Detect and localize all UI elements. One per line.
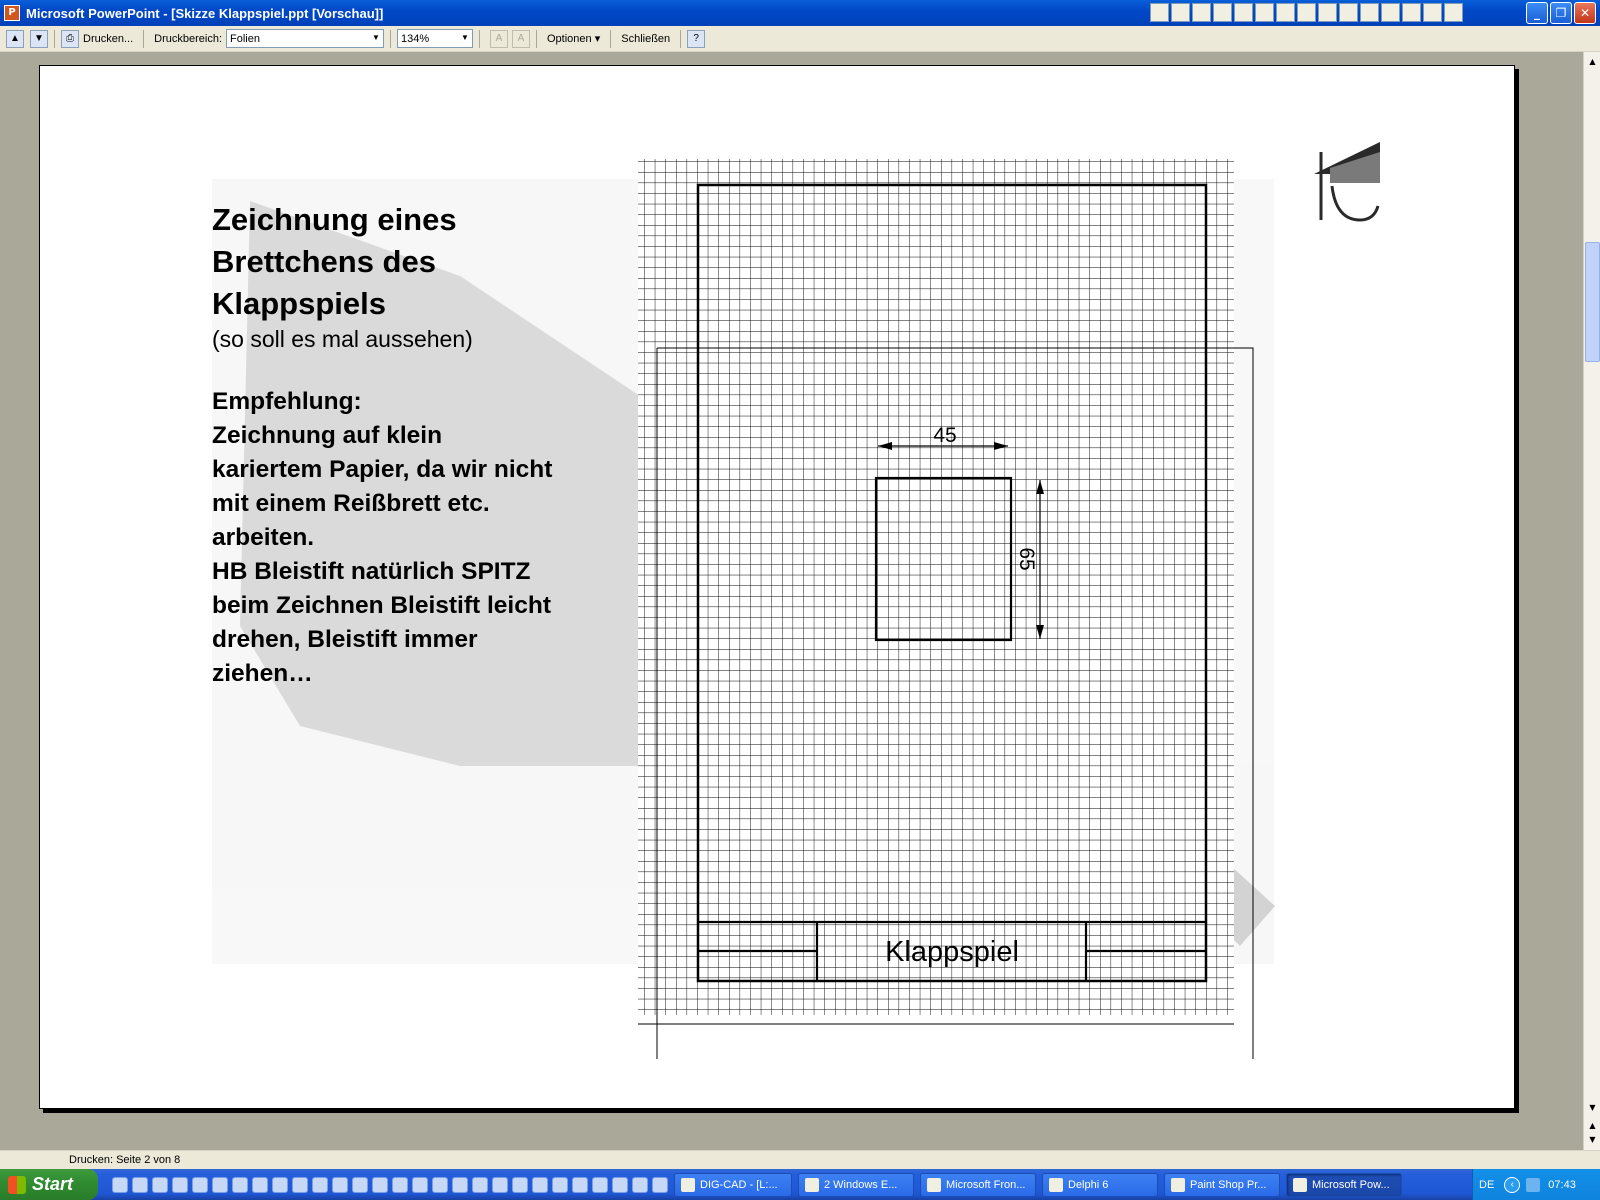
shortcut-icon[interactable] <box>1192 3 1211 22</box>
quick-launch-icon[interactable] <box>372 1177 388 1193</box>
landscape-icon[interactable]: A <box>490 30 508 48</box>
quick-launch-icon[interactable] <box>212 1177 228 1193</box>
shortcut-icon[interactable] <box>1150 3 1169 22</box>
chevron-left-icon[interactable]: ‹ <box>1504 1177 1520 1193</box>
status-text: Drucken: Seite 2 von 8 <box>69 1154 181 1166</box>
quick-launch-icon[interactable] <box>512 1177 528 1193</box>
print-area-label: Druckbereich: <box>154 32 222 45</box>
school-logo <box>1314 142 1380 220</box>
quick-launch-icon[interactable] <box>232 1177 248 1193</box>
quick-launch-icon[interactable] <box>152 1177 168 1193</box>
scroll-thumb[interactable] <box>1585 242 1600 362</box>
tray-icon[interactable] <box>1526 1178 1540 1192</box>
zoom-value: 134% <box>401 32 430 45</box>
quick-launch-icon[interactable] <box>192 1177 208 1193</box>
start-button[interactable]: Start <box>0 1169 98 1200</box>
quick-launch-icon[interactable] <box>592 1177 608 1193</box>
quick-launch-icon[interactable] <box>652 1177 668 1193</box>
quick-launch-icon[interactable] <box>632 1177 648 1193</box>
chevron-down-icon[interactable]: ▼ <box>372 33 380 42</box>
next-slide-icon[interactable]: ▼ <box>1589 1135 1596 1144</box>
powerpoint-icon <box>1293 1178 1307 1192</box>
shortcut-icon[interactable] <box>1234 3 1253 22</box>
printer-icon[interactable]: ⎙ <box>61 30 79 48</box>
app-icon <box>1171 1178 1185 1192</box>
preview-toolbar <box>0 26 1600 52</box>
taskbar-item-powerpoint[interactable]: Microsoft Pow... <box>1286 1173 1402 1197</box>
slide-text-box <box>212 199 632 691</box>
restore-button[interactable]: ❐ <box>1550 2 1572 24</box>
quick-launch-icon[interactable] <box>352 1177 368 1193</box>
portrait-icon[interactable]: A <box>512 30 530 48</box>
shortcut-icon[interactable] <box>1402 3 1421 22</box>
slide-subtitle: (so soll es mal aussehen) <box>212 326 473 352</box>
windows-logo-icon <box>8 1176 26 1194</box>
close-button[interactable]: ✕ <box>1574 2 1596 24</box>
internet-explorer-icon[interactable] <box>112 1177 128 1193</box>
folder-icon <box>805 1178 819 1192</box>
shortcut-icon[interactable] <box>1423 3 1442 22</box>
title-block-text: Klappspiel <box>885 936 1019 968</box>
quick-launch-icon[interactable] <box>132 1177 148 1193</box>
shortcut-icon[interactable] <box>1339 3 1358 22</box>
minimize-button[interactable]: _ <box>1526 2 1548 24</box>
quick-launch-icon[interactable] <box>172 1177 188 1193</box>
scroll-up-icon[interactable]: ▲ <box>1589 57 1596 66</box>
quick-launch-icon[interactable] <box>392 1177 408 1193</box>
quick-launch-icon[interactable] <box>312 1177 328 1193</box>
previous-slide-icon[interactable]: ▲ <box>1589 1121 1596 1130</box>
shortcut-icon[interactable] <box>1171 3 1190 22</box>
quick-launch-icon[interactable] <box>492 1177 508 1193</box>
title-bar <box>0 0 1600 26</box>
system-tray <box>1472 1169 1600 1200</box>
taskbar-item-windows-explorer[interactable]: 2 Windows E... <box>798 1173 914 1197</box>
taskbar-item-paint-shop[interactable]: Paint Shop Pr... <box>1164 1173 1280 1197</box>
print-area-select[interactable] <box>226 29 384 48</box>
width-dimension-label: 45 <box>933 424 957 447</box>
slide-page <box>39 65 1515 1109</box>
zoom-select[interactable] <box>397 29 473 48</box>
quick-launch-icon[interactable] <box>612 1177 628 1193</box>
quick-launch-icon[interactable] <box>252 1177 268 1193</box>
next-page-icon[interactable]: ▼ <box>30 30 48 48</box>
window-title: Microsoft PowerPoint - [Skizze Klappspiel.ppt [Vorschau]] <box>26 5 384 21</box>
shortcut-icon[interactable] <box>1444 3 1463 22</box>
shortcut-icon[interactable] <box>1255 3 1274 22</box>
shortcut-icon[interactable] <box>1360 3 1379 22</box>
quick-launch-icon[interactable] <box>472 1177 488 1193</box>
shortcut-icon[interactable] <box>1276 3 1295 22</box>
taskbar <box>0 1169 1600 1200</box>
print-button[interactable]: Drucken... <box>83 32 134 45</box>
shortcut-icon[interactable] <box>1297 3 1316 22</box>
quick-launch-icon[interactable] <box>292 1177 308 1193</box>
scroll-down-icon[interactable]: ▼ <box>1589 1103 1596 1112</box>
taskbar-item-delphi[interactable]: Delphi 6 <box>1042 1173 1158 1197</box>
app-icon <box>927 1178 941 1192</box>
quick-launch-icon[interactable] <box>532 1177 548 1193</box>
options-menu[interactable]: Optionen ▾ <box>547 33 601 45</box>
app-icon <box>681 1178 695 1192</box>
office-shortcut-bar <box>1150 3 1463 22</box>
quick-launch-icon[interactable] <box>552 1177 568 1193</box>
language-indicator[interactable]: DE <box>1479 1178 1495 1191</box>
quick-launch-icon[interactable] <box>272 1177 288 1193</box>
quick-launch-icon[interactable] <box>452 1177 468 1193</box>
quick-launch-icon[interactable] <box>432 1177 448 1193</box>
slide-recommendation: Empfehlung: Zeichnung auf klein kariertem Papier, da wir nicht mit einem Reißbrett etc. arbeiten. HB Bleistift natürlich SPITZ beim Zeichnen Bleistift leicht drehen, Bleistift immer ziehen… <box>212 388 553 687</box>
vertical-scrollbar[interactable] <box>1583 52 1600 1150</box>
quick-launch-icon[interactable] <box>332 1177 348 1193</box>
slide-heading: Zeichnung eines Brettchens des Klappspiels <box>212 202 457 321</box>
previous-page-icon[interactable]: ▲ <box>6 30 24 48</box>
shortcut-icon[interactable] <box>1318 3 1337 22</box>
help-icon[interactable]: ? <box>687 30 705 48</box>
taskbar-item-digcad[interactable]: DIG-CAD - [L:... <box>674 1173 792 1197</box>
quick-launch-icon[interactable] <box>572 1177 588 1193</box>
app-icon <box>1049 1178 1063 1192</box>
quick-launch <box>112 1177 668 1193</box>
status-bar <box>0 1150 1600 1169</box>
taskbar-item-frontpage[interactable]: Microsoft Fron... <box>920 1173 1036 1197</box>
powerpoint-icon[interactable]: P <box>4 5 20 21</box>
clock[interactable]: 07:43 <box>1548 1178 1576 1191</box>
quick-launch-icon[interactable] <box>412 1177 428 1193</box>
chevron-down-icon[interactable]: ▼ <box>461 33 469 42</box>
print-area-value: Folien <box>230 32 260 45</box>
shortcut-icon[interactable] <box>1213 3 1232 22</box>
shortcut-icon[interactable] <box>1381 3 1400 22</box>
close-preview-button[interactable]: Schließen <box>621 32 671 45</box>
height-dimension-label: 65 <box>1015 547 1038 571</box>
